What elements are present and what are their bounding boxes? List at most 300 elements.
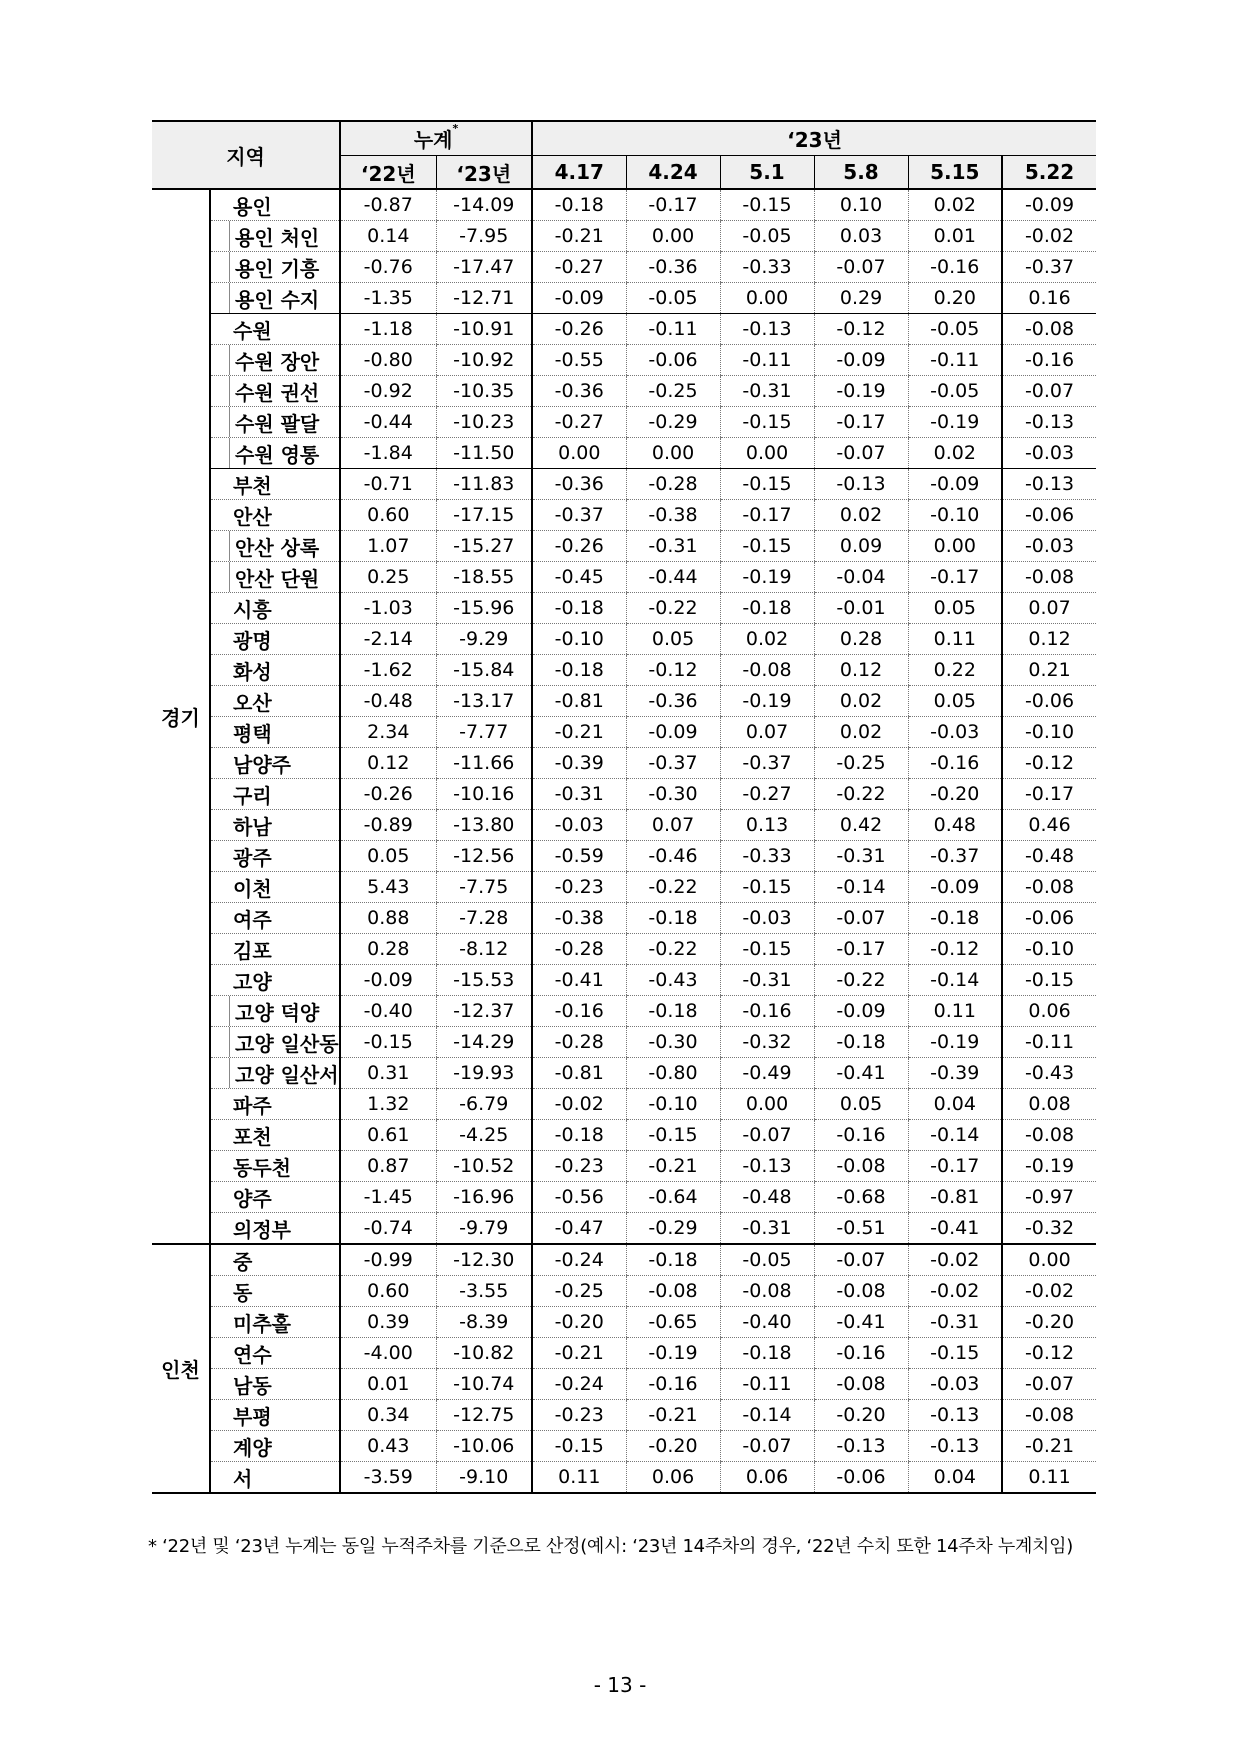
- weekly-value: -0.19: [1002, 1151, 1096, 1182]
- cumulative-value: -10.74: [436, 1369, 532, 1400]
- weekly-value: -0.28: [532, 1027, 626, 1058]
- weekly-value: 0.10: [814, 189, 908, 221]
- weekly-value: 0.02: [908, 189, 1002, 221]
- region-name: 계양: [210, 1431, 340, 1462]
- weekly-value: -0.40: [720, 1307, 814, 1338]
- weekly-value: -0.10: [908, 500, 1002, 531]
- weekly-value: 0.06: [1002, 996, 1096, 1027]
- weekly-value: -0.06: [814, 1462, 908, 1494]
- cumulative-value: -10.35: [436, 376, 532, 407]
- weekly-value: -0.25: [626, 376, 720, 407]
- weekly-value: -0.28: [626, 469, 720, 500]
- table-row: [152, 1400, 1096, 1431]
- weekly-value: -0.05: [908, 376, 1002, 407]
- table-row: [152, 1027, 1096, 1058]
- table-row: [152, 1089, 1096, 1120]
- weekly-value: -0.15: [720, 872, 814, 903]
- weekly-value: -0.03: [1002, 438, 1096, 469]
- region-name: 동: [210, 1276, 340, 1307]
- weekly-value: 0.00: [720, 1089, 814, 1120]
- cumulative-value: -11.50: [436, 438, 532, 469]
- weekly-value: -0.14: [908, 1120, 1002, 1151]
- weekly-value: -0.16: [814, 1338, 908, 1369]
- table-row: [152, 903, 1096, 934]
- table-row: [152, 996, 1096, 1027]
- weekly-value: -0.24: [532, 1244, 626, 1276]
- cumulative-value: 0.88: [340, 903, 436, 934]
- table-row: [152, 221, 1096, 252]
- weekly-value: -0.07: [814, 252, 908, 283]
- table-row: [152, 810, 1096, 841]
- weekly-value: -0.21: [626, 1400, 720, 1431]
- weekly-value: -0.09: [814, 345, 908, 376]
- cumulative-value: 0.60: [340, 1276, 436, 1307]
- weekly-value: 0.42: [814, 810, 908, 841]
- weekly-value: -0.22: [626, 872, 720, 903]
- weekly-value: -0.08: [1002, 562, 1096, 593]
- weekly-value: -0.07: [814, 1244, 908, 1276]
- cumulative-value: -10.23: [436, 407, 532, 438]
- region-name: 중: [210, 1244, 340, 1276]
- subregion-name: 고양 덕양: [210, 996, 340, 1027]
- cumulative-value: -13.80: [436, 810, 532, 841]
- cumulative-value: -12.75: [436, 1400, 532, 1431]
- footnote: * ‘22년 및 ‘23년 누계는 동일 누적주차를 기준으로 산정(예시: ‘23년 14주차의 경우, ‘22년 수치 또한 14주차 누계치임): [148, 1536, 1073, 1557]
- weekly-value: 0.05: [814, 1089, 908, 1120]
- weekly-value: -0.37: [908, 841, 1002, 872]
- cumulative-value: 0.14: [340, 221, 436, 252]
- region-name: 남양주: [210, 748, 340, 779]
- weekly-value: -0.09: [1002, 189, 1096, 221]
- table-row: [152, 593, 1096, 624]
- cumulative-value: -3.55: [436, 1276, 532, 1307]
- weekly-value: -0.02: [532, 1089, 626, 1120]
- weekly-value: -0.49: [720, 1058, 814, 1089]
- cumulative-value: -17.47: [436, 252, 532, 283]
- cumulative-header: 누계*: [340, 121, 532, 156]
- weekly-value: 0.07: [626, 810, 720, 841]
- weekly-value: -0.15: [720, 407, 814, 438]
- cumulative-value: -15.27: [436, 531, 532, 562]
- weekly-value: -0.17: [814, 407, 908, 438]
- cumulative-value: 0.05: [340, 841, 436, 872]
- weekly-value: -0.14: [814, 872, 908, 903]
- region-name: 이천: [210, 872, 340, 903]
- cumulative-value: -8.12: [436, 934, 532, 965]
- table-row: [152, 1462, 1096, 1494]
- weekly-value: -0.20: [1002, 1307, 1096, 1338]
- weekly-value: -0.29: [626, 1213, 720, 1245]
- weekly-value: 0.02: [814, 686, 908, 717]
- subregion-name: 고양 일산동: [210, 1027, 340, 1058]
- weekly-value: -0.09: [908, 872, 1002, 903]
- weekly-value: 0.16: [1002, 283, 1096, 314]
- table-row: [152, 1213, 1096, 1245]
- weekly-value: -0.41: [814, 1307, 908, 1338]
- weekly-value: -0.55: [532, 345, 626, 376]
- weekly-value: -0.48: [720, 1182, 814, 1213]
- weekly-value: -0.18: [532, 593, 626, 624]
- weekly-value: -0.13: [720, 314, 814, 345]
- cumulative-value: -0.99: [340, 1244, 436, 1276]
- cumulative-value: -12.71: [436, 283, 532, 314]
- cumulative-value: 0.01: [340, 1369, 436, 1400]
- weekly-value: -0.18: [626, 903, 720, 934]
- region-name: 시흥: [210, 593, 340, 624]
- cumulative-value: -9.10: [436, 1462, 532, 1494]
- weekly-value: 0.00: [720, 438, 814, 469]
- weekly-value: -0.22: [626, 934, 720, 965]
- weekly-value: -0.47: [532, 1213, 626, 1245]
- cumulative-value: -9.29: [436, 624, 532, 655]
- weekly-value: -0.15: [720, 469, 814, 500]
- weekly-value: -0.17: [1002, 779, 1096, 810]
- cumulative-value: -10.92: [436, 345, 532, 376]
- weekly-value: -0.13: [908, 1400, 1002, 1431]
- region-name: 구리: [210, 779, 340, 810]
- weekly-value: -0.30: [626, 779, 720, 810]
- weekly-value: -0.18: [720, 1338, 814, 1369]
- weekly-value: -0.16: [720, 996, 814, 1027]
- weekly-value: 0.00: [626, 438, 720, 469]
- weekly-value: -0.17: [814, 934, 908, 965]
- weekly-value: -0.09: [908, 469, 1002, 500]
- weekly-value: -0.16: [908, 748, 1002, 779]
- weekly-value: -0.15: [720, 531, 814, 562]
- weekly-value: -0.07: [814, 438, 908, 469]
- weekly-value: -0.11: [720, 345, 814, 376]
- region-name: 부천: [210, 469, 340, 500]
- weekly-value: -0.36: [532, 376, 626, 407]
- cumulative-value: 0.43: [340, 1431, 436, 1462]
- weekly-value: -0.18: [814, 1027, 908, 1058]
- table-row: [152, 1151, 1096, 1182]
- weekly-value: -0.30: [626, 1027, 720, 1058]
- weekly-value: -0.05: [626, 283, 720, 314]
- table-row: [152, 1058, 1096, 1089]
- weekly-value: -0.19: [908, 407, 1002, 438]
- weekly-value: -0.31: [720, 965, 814, 996]
- weekly-value: -0.16: [532, 996, 626, 1027]
- table-row: [152, 1182, 1096, 1213]
- weekly-value: 0.11: [908, 624, 1002, 655]
- weekly-value: -0.12: [626, 655, 720, 686]
- subregion-name: 수원 권선: [210, 376, 340, 407]
- weekly-value: -0.15: [532, 1431, 626, 1462]
- weekly-value: -0.48: [1002, 841, 1096, 872]
- weekly-value: -0.37: [1002, 252, 1096, 283]
- weekly-value: -0.20: [626, 1431, 720, 1462]
- cumulative-value: -10.91: [436, 314, 532, 345]
- weekly-value: 0.01: [908, 221, 1002, 252]
- region-name: 용인: [210, 189, 340, 221]
- cumulative-value: -18.55: [436, 562, 532, 593]
- table-row: [152, 345, 1096, 376]
- weekly-value: 0.48: [908, 810, 1002, 841]
- weekly-value: 0.21: [1002, 655, 1096, 686]
- cumulative-value: 5.43: [340, 872, 436, 903]
- page-number: - 13 -: [593, 1673, 647, 1697]
- region-name: 연수: [210, 1338, 340, 1369]
- table-row: [152, 438, 1096, 469]
- cumulative-value: -19.93: [436, 1058, 532, 1089]
- weekly-value: -0.14: [908, 965, 1002, 996]
- table-row: [152, 1369, 1096, 1400]
- weekly-value: -0.27: [720, 779, 814, 810]
- cumulative-value: -0.71: [340, 469, 436, 500]
- weekly-value: -0.36: [532, 469, 626, 500]
- weekly-value: 0.00: [532, 438, 626, 469]
- weekly-value: -0.20: [814, 1400, 908, 1431]
- cumulative-value: -0.26: [340, 779, 436, 810]
- weekly-value: -0.10: [626, 1089, 720, 1120]
- weekly-value: -0.16: [626, 1369, 720, 1400]
- week-header: 4.17: [532, 156, 626, 190]
- cumulative-value: 0.12: [340, 748, 436, 779]
- table-row: [152, 283, 1096, 314]
- subregion-name: 용인 기흥: [210, 252, 340, 283]
- table-row: [152, 500, 1096, 531]
- table-row: [152, 562, 1096, 593]
- cumulative-value: 2.34: [340, 717, 436, 748]
- cumulative-value: 0.60: [340, 500, 436, 531]
- cumulative-value: -0.09: [340, 965, 436, 996]
- table-row: [152, 841, 1096, 872]
- weekly-value: -0.01: [814, 593, 908, 624]
- weekly-value: -0.05: [720, 221, 814, 252]
- weekly-value: -0.11: [720, 1369, 814, 1400]
- region-name: 동두천: [210, 1151, 340, 1182]
- cumulative-value: -1.62: [340, 655, 436, 686]
- weekly-value: -0.07: [720, 1431, 814, 1462]
- weekly-value: 0.03: [814, 221, 908, 252]
- weekly-value: -0.05: [720, 1244, 814, 1276]
- weekly-value: -0.10: [1002, 717, 1096, 748]
- subregion-name: 용인 수지: [210, 283, 340, 314]
- region-name: 수원: [210, 314, 340, 345]
- weekly-value: -0.21: [532, 1338, 626, 1369]
- weekly-value: -0.44: [626, 562, 720, 593]
- weekly-value: -0.17: [908, 1151, 1002, 1182]
- cumulative-value: -0.48: [340, 686, 436, 717]
- weekly-value: -0.15: [626, 1120, 720, 1151]
- weekly-value: -0.41: [814, 1058, 908, 1089]
- weekly-value: -0.07: [1002, 376, 1096, 407]
- weekly-value: 0.22: [908, 655, 1002, 686]
- weekly-value: -0.27: [532, 407, 626, 438]
- region-name: 오산: [210, 686, 340, 717]
- weekly-value: 0.11: [908, 996, 1002, 1027]
- cumulative-value: -2.14: [340, 624, 436, 655]
- weekly-value: 0.12: [1002, 624, 1096, 655]
- weekly-value: -0.18: [532, 189, 626, 221]
- weekly-value: -0.05: [908, 314, 1002, 345]
- cumulative-value: -0.89: [340, 810, 436, 841]
- table-row: [152, 1338, 1096, 1369]
- subregion-name: 용인 처인: [210, 221, 340, 252]
- cumulative-value: -13.17: [436, 686, 532, 717]
- cumulative-value: 0.25: [340, 562, 436, 593]
- region-name: 평택: [210, 717, 340, 748]
- weekly-value: 0.06: [720, 1462, 814, 1494]
- weekly-value: -0.97: [1002, 1182, 1096, 1213]
- region-name: 포천: [210, 1120, 340, 1151]
- weekly-value: -0.15: [720, 934, 814, 965]
- weekly-value: -0.65: [626, 1307, 720, 1338]
- weekly-value: -0.29: [626, 407, 720, 438]
- weekly-value: -0.13: [814, 1431, 908, 1462]
- weekly-value: -0.08: [720, 1276, 814, 1307]
- weekly-value: -0.17: [908, 562, 1002, 593]
- weekly-value: -0.03: [1002, 531, 1096, 562]
- subregion-name: 수원 팔달: [210, 407, 340, 438]
- cumulative-value: -1.45: [340, 1182, 436, 1213]
- table-row: [152, 189, 1096, 221]
- table-row: [152, 872, 1096, 903]
- cumulative-value: -15.53: [436, 965, 532, 996]
- cumulative-value: -7.28: [436, 903, 532, 934]
- cumulative-value: -14.29: [436, 1027, 532, 1058]
- weekly-value: -0.11: [908, 345, 1002, 376]
- weekly-value: -0.10: [532, 624, 626, 655]
- weekly-value: -0.33: [720, 252, 814, 283]
- weekly-value: -0.39: [532, 748, 626, 779]
- cumulative-value: -4.00: [340, 1338, 436, 1369]
- price-change-table: [152, 120, 1096, 1494]
- table-row: [152, 686, 1096, 717]
- weekly-value: -0.38: [626, 500, 720, 531]
- weekly-value: -0.17: [720, 500, 814, 531]
- col-23-header: ‘23년: [436, 156, 532, 190]
- cumulative-value: -0.15: [340, 1027, 436, 1058]
- table-row: [152, 407, 1096, 438]
- table-row: [152, 314, 1096, 345]
- region-name: 미추홀: [210, 1307, 340, 1338]
- weekly-value: -0.13: [908, 1431, 1002, 1462]
- weekly-value: -0.06: [1002, 903, 1096, 934]
- cumulative-value: 0.31: [340, 1058, 436, 1089]
- cumulative-value: -1.84: [340, 438, 436, 469]
- weekly-value: 0.00: [1002, 1244, 1096, 1276]
- cumulative-value: -4.25: [436, 1120, 532, 1151]
- weekly-value: -0.25: [532, 1276, 626, 1307]
- weekly-value: -0.43: [626, 965, 720, 996]
- weekly-value: 0.05: [908, 686, 1002, 717]
- year23-header: ‘23년: [532, 121, 1096, 156]
- cumulative-value: -10.52: [436, 1151, 532, 1182]
- weekly-value: -0.59: [532, 841, 626, 872]
- weekly-value: 0.20: [908, 283, 1002, 314]
- weekly-value: -0.09: [814, 996, 908, 1027]
- weekly-value: -0.24: [532, 1369, 626, 1400]
- region-name: 여주: [210, 903, 340, 934]
- region-name: 광주: [210, 841, 340, 872]
- weekly-value: -0.13: [720, 1151, 814, 1182]
- weekly-value: -0.16: [814, 1120, 908, 1151]
- cumulative-value: -0.76: [340, 252, 436, 283]
- weekly-value: -0.21: [626, 1151, 720, 1182]
- weekly-value: -0.18: [532, 1120, 626, 1151]
- weekly-value: -0.02: [1002, 1276, 1096, 1307]
- weekly-value: -0.36: [626, 252, 720, 283]
- weekly-value: -0.23: [532, 872, 626, 903]
- weekly-value: -0.15: [908, 1338, 1002, 1369]
- cumulative-value: -0.92: [340, 376, 436, 407]
- cumulative-value: -6.79: [436, 1089, 532, 1120]
- weekly-value: -0.31: [814, 841, 908, 872]
- weekly-value: -0.41: [532, 965, 626, 996]
- weekly-value: -0.03: [532, 810, 626, 841]
- cumulative-value: 0.39: [340, 1307, 436, 1338]
- weekly-value: -0.08: [814, 1151, 908, 1182]
- region-name: 서: [210, 1462, 340, 1494]
- cumulative-value: -0.87: [340, 189, 436, 221]
- weekly-value: -0.10: [1002, 934, 1096, 965]
- weekly-value: -0.08: [1002, 314, 1096, 345]
- weekly-value: 0.05: [908, 593, 1002, 624]
- weekly-value: 0.09: [814, 531, 908, 562]
- weekly-value: 0.08: [1002, 1089, 1096, 1120]
- weekly-value: -0.31: [720, 1213, 814, 1245]
- weekly-value: -0.33: [720, 841, 814, 872]
- subregion-name: 수원 장안: [210, 345, 340, 376]
- subregion-name: 안산 단원: [210, 562, 340, 593]
- weekly-value: -0.26: [532, 314, 626, 345]
- table-row: [152, 779, 1096, 810]
- weekly-value: -0.27: [532, 252, 626, 283]
- col-22-header: ‘22년: [340, 156, 436, 190]
- table-row: [152, 376, 1096, 407]
- table-row: [152, 748, 1096, 779]
- weekly-value: -0.31: [908, 1307, 1002, 1338]
- cumulative-value: -0.44: [340, 407, 436, 438]
- weekly-value: -0.19: [908, 1027, 1002, 1058]
- region-name: 김포: [210, 934, 340, 965]
- weekly-value: -0.08: [814, 1276, 908, 1307]
- weekly-value: -0.17: [626, 189, 720, 221]
- weekly-value: -0.07: [814, 903, 908, 934]
- table-row: [152, 624, 1096, 655]
- weekly-value: -0.11: [1002, 1027, 1096, 1058]
- weekly-value: -0.09: [626, 717, 720, 748]
- table-body: [152, 189, 1096, 1493]
- weekly-value: 0.00: [626, 221, 720, 252]
- weekly-value: 0.07: [720, 717, 814, 748]
- cumulative-value: -8.39: [436, 1307, 532, 1338]
- weekly-value: -0.22: [814, 965, 908, 996]
- week-header: 5.1: [720, 156, 814, 190]
- cumulative-value: -0.40: [340, 996, 436, 1027]
- weekly-value: -0.18: [626, 1244, 720, 1276]
- cumulative-value: 0.87: [340, 1151, 436, 1182]
- weekly-value: -0.11: [626, 314, 720, 345]
- cumulative-value: -15.96: [436, 593, 532, 624]
- weekly-value: 0.00: [908, 531, 1002, 562]
- weekly-value: -0.32: [1002, 1213, 1096, 1245]
- weekly-value: 0.13: [720, 810, 814, 841]
- weekly-value: -0.20: [532, 1307, 626, 1338]
- region-header: 지역: [152, 121, 340, 189]
- cumulative-value: 1.32: [340, 1089, 436, 1120]
- table-row: [152, 252, 1096, 283]
- table-row: [152, 1244, 1096, 1276]
- table-row: [152, 1276, 1096, 1307]
- region-name: 파주: [210, 1089, 340, 1120]
- weekly-value: -0.08: [1002, 872, 1096, 903]
- cumulative-value: -12.37: [436, 996, 532, 1027]
- weekly-value: -0.06: [1002, 500, 1096, 531]
- weekly-value: -0.18: [532, 655, 626, 686]
